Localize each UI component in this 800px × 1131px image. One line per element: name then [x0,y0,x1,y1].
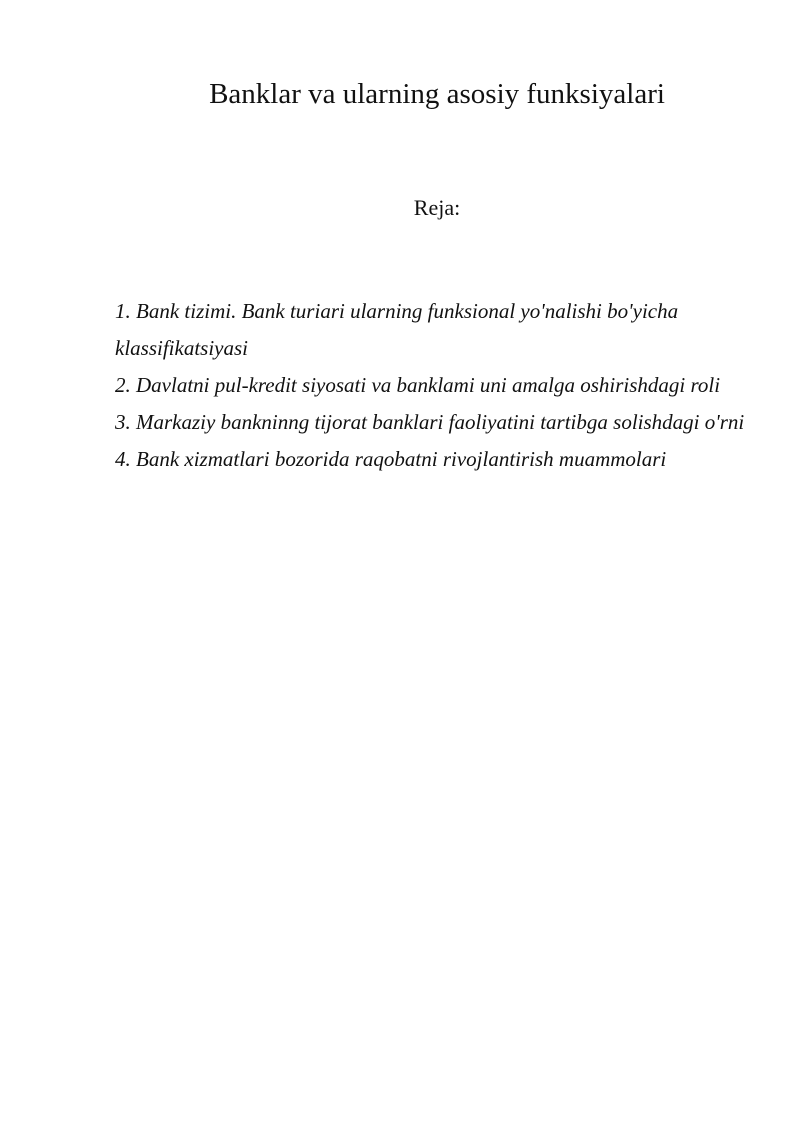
plan-item-2: 2. Davlatni pul-kredit siyosati va banklami uni amalga oshirishdagi roli [115,373,721,397]
plan-heading: Reja: [413,195,461,220]
plan-item-1: 1. Bank tizimi. Bank turiari ularning funksional yo'nalishi bo'yicha klassifikatsiyasi [115,299,679,360]
plan-item-4: 4. Bank xizmatlari bozorida raqobatni rivojlantirish muammolari [115,447,667,471]
plan-item-3: 3. Markaziy bankninng tijorat banklari faoliyatini tartibga solishdagi o'rni [115,410,745,434]
document-title: Banklar va ularning asosiy funksiyalari [209,78,665,110]
plan-list [115,293,755,478]
